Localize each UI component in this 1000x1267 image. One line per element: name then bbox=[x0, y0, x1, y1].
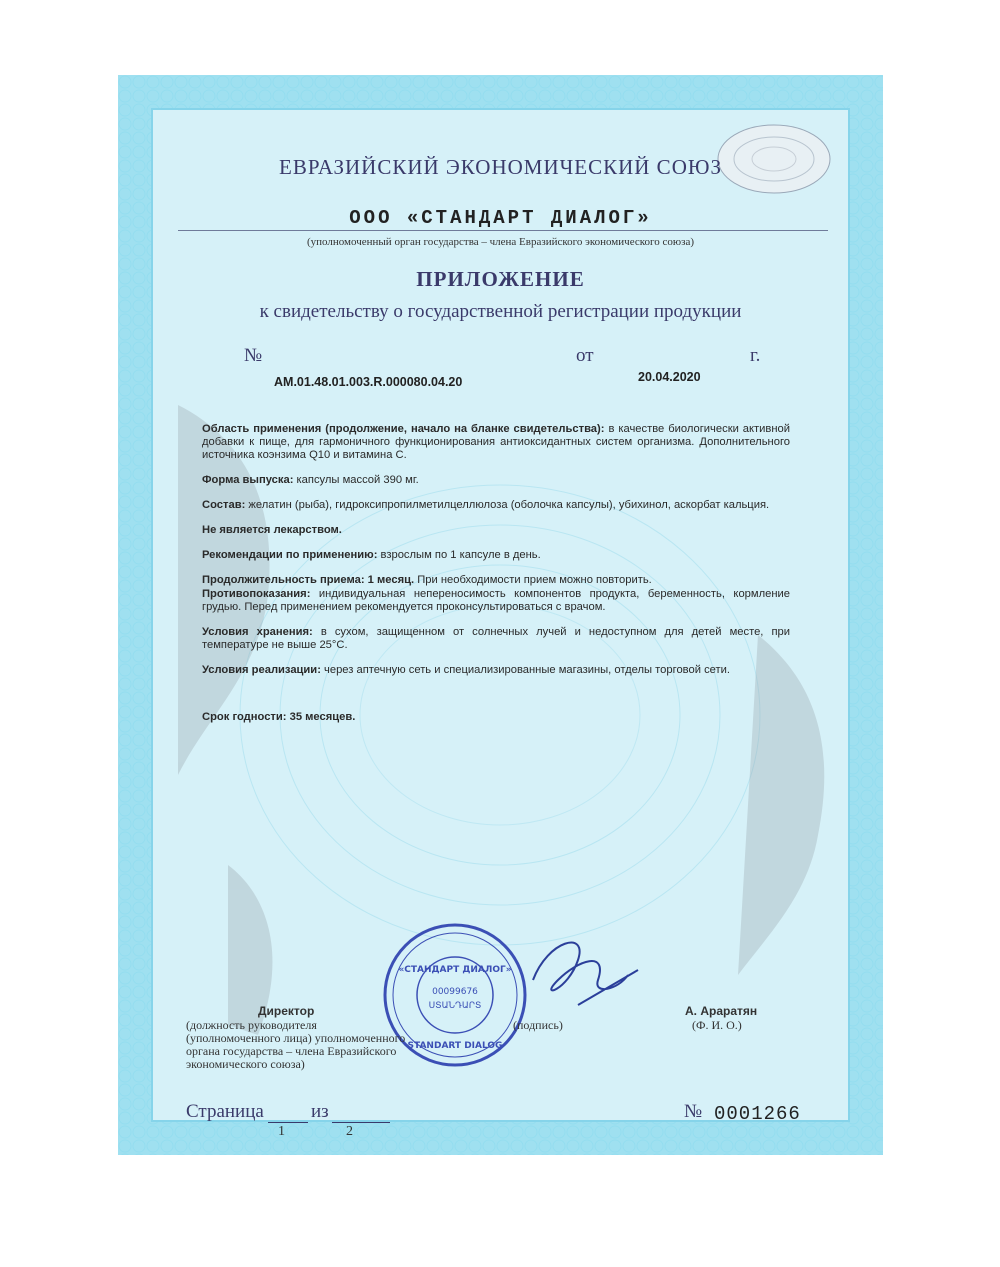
section-not-medicine: Не является лекарством. bbox=[202, 524, 342, 536]
section-scope: Область применения (продолжение, начало на бланке свидетельства): в качестве биологически активной добавки к пище, для гармоничного функционирования антиоксидантных систем организма. Дополнительного источника коэнзима Q10 и витамина C. bbox=[202, 423, 791, 461]
position-caption-3: органа государства – члена Евразийского bbox=[186, 1044, 397, 1058]
signatory-position: Директор bbox=[258, 1004, 315, 1018]
section-contraindications: Противопоказания: индивидуальная непереносимость компонентов продукта, беременность, кормление грудью. Перед применением рекомендуется проконсультироваться с врачом. bbox=[202, 588, 790, 613]
signatory-name: А. Араратян bbox=[685, 1004, 758, 1018]
page-current-line bbox=[268, 1122, 308, 1123]
stamp-text-bottom: STANDART DIALOG bbox=[407, 1041, 503, 1051]
section-duration: Продолжительность приема: 1 месяц. При необходимости прием можно повторить. bbox=[202, 574, 652, 586]
certificate-sheet bbox=[118, 75, 883, 1155]
document-title: ПРИЛОЖЕНИЕ bbox=[416, 267, 585, 291]
registration-number: AM.01.48.01.003.R.000080.04.20 bbox=[274, 375, 463, 389]
date-label: от bbox=[576, 345, 594, 366]
doc-number: 0001266 bbox=[714, 1103, 801, 1125]
registration-date: 20.04.2020 bbox=[638, 370, 701, 384]
union-title: ЕВРАЗИЙСКИЙ ЭКОНОМИЧЕСКИЙ СОЮЗ bbox=[279, 155, 722, 179]
stamp-seal bbox=[380, 920, 530, 1070]
name-caption: (Ф. И. О.) bbox=[692, 1018, 742, 1032]
signature-icon bbox=[518, 920, 648, 1030]
signature-caption: (подпись) bbox=[513, 1018, 563, 1032]
document-body bbox=[202, 423, 790, 736]
page-total: 2 bbox=[346, 1124, 353, 1139]
position-caption-2: (уполномоченного лица) уполномоченного bbox=[186, 1031, 406, 1045]
document-subtitle: к свидетельству о государственной регистрации продукции bbox=[259, 301, 742, 322]
section-sales: Условия реализации: через аптечную сеть и специализированные магазины, отделы торговой сети. bbox=[202, 664, 730, 676]
organization-name: ООО «СТАНДАРТ ДИАЛОГ» bbox=[349, 207, 652, 229]
number-label: № bbox=[244, 345, 263, 366]
header-rule bbox=[178, 230, 828, 231]
page-label: Страница bbox=[186, 1101, 264, 1122]
section-composition: Состав: желатин (рыба), гидроксипропилметилцеллюлоза (оболочка капсулы), убихинол, аскорбат кальция. bbox=[202, 499, 770, 511]
doc-number-label: № bbox=[684, 1101, 703, 1122]
position-caption-4: экономического союза) bbox=[186, 1057, 305, 1071]
page-current: 1 bbox=[278, 1124, 285, 1139]
stamp-text-top: «СТАНДАРТ ДИАЛОГ» bbox=[398, 965, 512, 975]
stamp-number: 00099676 bbox=[432, 987, 478, 997]
of-label: из bbox=[311, 1101, 329, 1122]
section-shelf-life: Срок годности: 35 месяцев. bbox=[202, 711, 356, 723]
position-caption-1: (должность руководителя bbox=[186, 1018, 317, 1032]
page-total-line bbox=[332, 1122, 390, 1123]
organization-note: (уполномоченный орган государства – члена Евразийского экономического союза) bbox=[306, 236, 694, 248]
stamp-text-mid: ՍՏԱՆԴԱՐՏ bbox=[428, 1001, 482, 1011]
section-form: Форма выпуска: капсулы массой 390 мг. bbox=[202, 474, 419, 486]
year-suffix: г. bbox=[750, 345, 761, 366]
section-recommendations: Рекомендации по применению: взрослым по 1 капсуле в день. bbox=[202, 549, 541, 561]
section-storage: Условия хранения: в сухом, защищенном от солнечных лучей и недоступном для детей месте, при температуре не выше 25°С. bbox=[202, 626, 790, 651]
